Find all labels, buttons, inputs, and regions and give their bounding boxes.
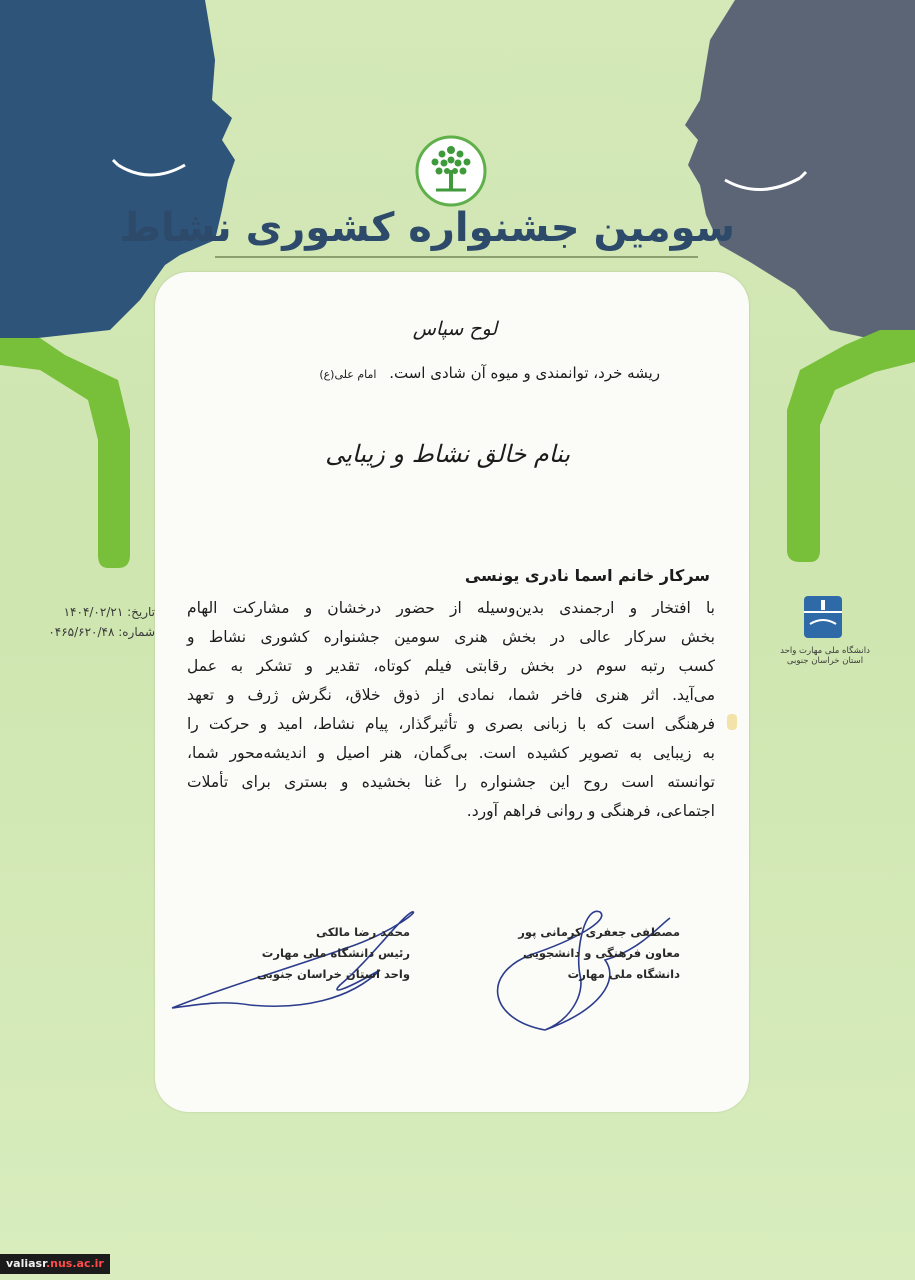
signatory-left-name: محمد رضا مالکی [316, 925, 410, 939]
body-line: می‌آید. اثر هنری فاخر شما، نمادی از ذوق خلاق، نگرش ژرف و تعهد [187, 686, 715, 704]
watermark-prefix: valiasr [6, 1257, 46, 1270]
body-line: اجتماعی، فرهنگی و روانی فراهم آورد. [466, 802, 715, 820]
body-line: کسب رتبه سوم در بخش رقابتی فیلم کوتاه، تقدیر و تشکر به عمل [187, 657, 715, 675]
body-line: فرهنگی است که با زبانی بصری و تأثیرگذار، پیام نشاط، امید و حرکت را [187, 715, 715, 733]
signatory-left-unit: واحد استان خراسان جنوبی [256, 967, 410, 981]
issue-date: تاریخ: ۱۴۰۴/۰۲/۲۱ [63, 605, 155, 619]
quote-author: امام علی(ع) [319, 368, 377, 381]
body-line: به زیبایی به تصویر کشیده است. بی‌گمان، هنر اصیل و اندیشه‌محور شما، [187, 744, 715, 762]
basmala: بنام خالق نشاط و زیبایی [325, 440, 570, 468]
certificate-title: لوح سپاس [412, 318, 498, 340]
signatory-left-role: رئیس دانشگاه ملی مهارت [261, 946, 410, 960]
university-caption: دانشگاه ملی مهارت واحد استان خراسان جنوبی [780, 646, 870, 666]
body-line: با افتخار و ارجمندی بدین‌وسیله از حضور درخشان و مشارکت الهام [187, 599, 715, 617]
signatory-right-role: معاون فرهنگی و دانشجویی [522, 946, 680, 960]
recipient-name: سرکار خانم اسما نادری یونسی [464, 566, 710, 585]
festival-title: سومین جشنواره کشوری نشاط [119, 205, 735, 251]
site-watermark [0, 1254, 110, 1274]
signatory-right-name: مصطفی جعفری کرمانی پور [518, 925, 680, 939]
signatory-left [245, 922, 410, 985]
signatory-right-unit: دانشگاه ملی مهارت [567, 967, 680, 981]
quote-text: ریشه خرد، توانمندی و میوه آن شادی است. [389, 364, 660, 382]
watermark-suffix: .nus.ac.ir [45, 1257, 104, 1270]
body-line: توانسته است روح این جشنواره را غنا بخشیده و بستری برای تأملات [187, 773, 715, 791]
reference-number: شماره: ۰۴۶۵/۶۲۰/۴۸ [48, 625, 155, 639]
signatory-right [510, 922, 680, 985]
body-line: بخش سرکار عالی در بخش هنری سومین جشنواره کشوری نشاط و [187, 628, 715, 646]
